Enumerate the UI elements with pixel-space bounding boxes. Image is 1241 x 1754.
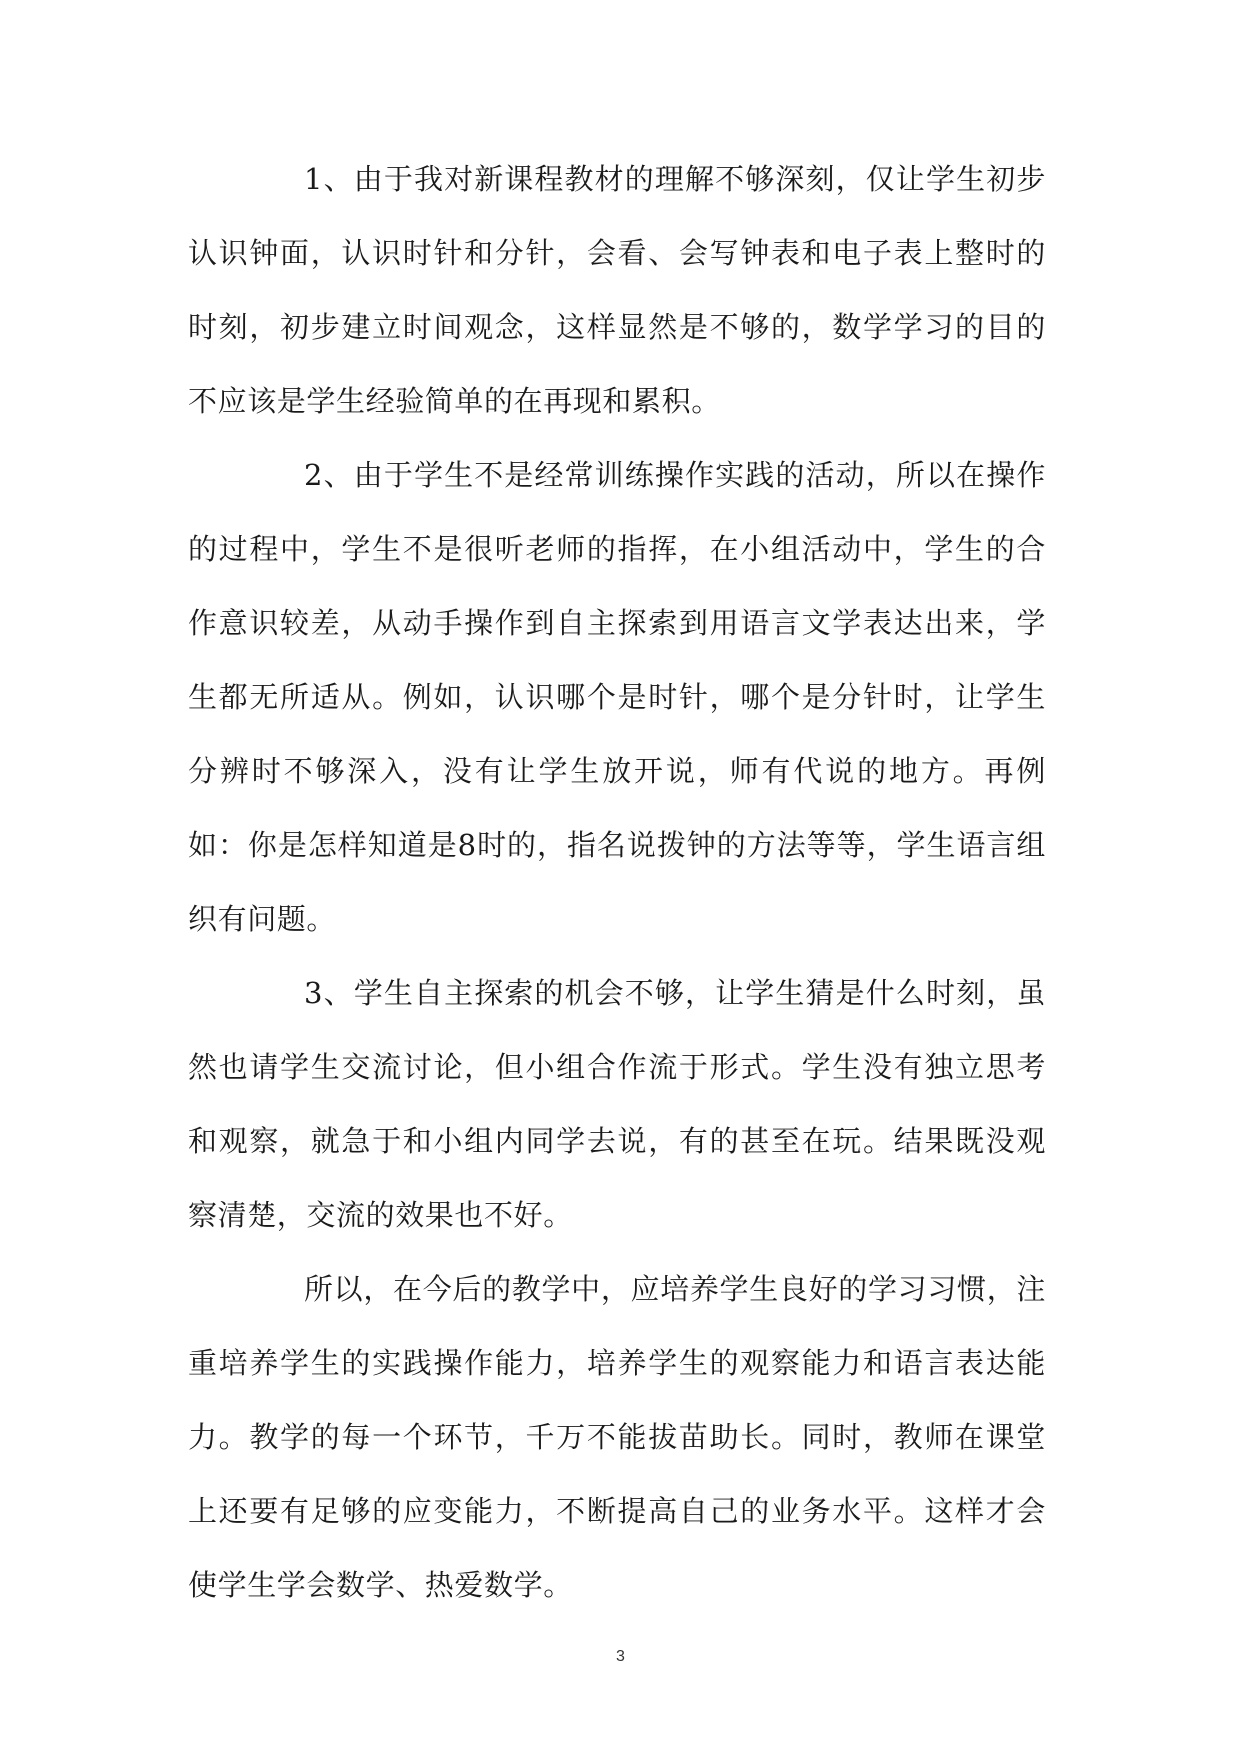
paragraph-2: 2、由于学生不是经常训练操作实践的活动，所以在操作的过程中，学生不是很听老师的指挥，在小组活动中，学生的合作意识较差，从动手操作到自主探索到用语言文学表达出来，学生都无所适从。例如，认识哪个是时针，哪个是分针时，让学生分辨时不够深入，没有让学生放开说，师有代说的地方。再例如：你是怎样知道是8时的，指名说拨钟的方法等等，学生语言组织有问题。 [188, 458, 1046, 936]
page-body [188, 142, 1046, 1622]
paragraph-3: 3、学生自主探索的机会不够，让学生猜是什么时刻，虽然也请学生交流讨论，但小组合作流于形式。学生没有独立思考和观察，就急于和小组内同学去说，有的甚至在玩。结果既没观察清楚，交流的效果也不好。 [188, 976, 1046, 1232]
page-number: 3 [616, 1648, 625, 1665]
paragraph-1: 1、由于我对新课程教材的理解不够深刻，仅让学生初步认识钟面，认识时针和分针，会看、会写钟表和电子表上整时的时刻，初步建立时间观念，这样显然是不够的，数学学习的目的不应该是学生经验简单的在再现和累积。 [188, 162, 1046, 418]
paragraph-conclusion: 所以，在今后的教学中，应培养学生良好的学习习惯，注重培养学生的实践操作能力，培养学生的观察能力和语言表达能力。教学的每一个环节，千万不能拔苗助长。同时，教师在课堂上还要有足够的应变能力，不断提高自己的业务水平。这样才会使学生学会数学、热爱数学。 [188, 1272, 1046, 1602]
